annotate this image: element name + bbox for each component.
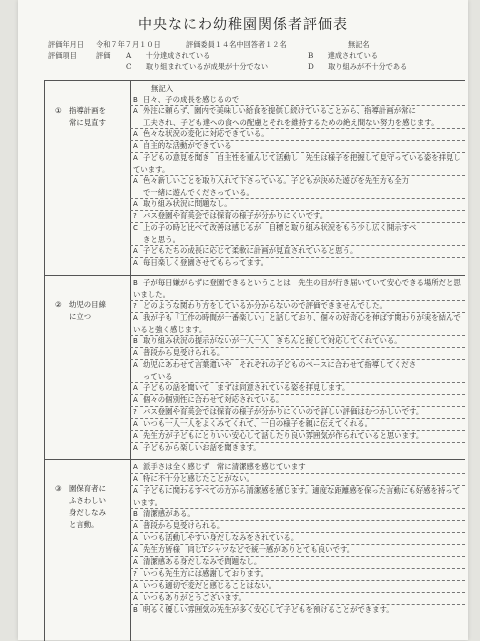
grade-mark: ? — [133, 570, 137, 578]
comment-text: いつも一人一人をよくみてくれて、一日の様子を親に伝えてくれる。 — [143, 419, 372, 428]
comment-row — [133, 556, 463, 568]
comment-row — [133, 604, 463, 616]
grade-mark: A — [133, 396, 138, 404]
comment-text: 毎日楽しく登園させてもらってます。 — [143, 258, 269, 267]
date-value: 令和７年７月１０日 — [96, 40, 161, 49]
grade-mark: A — [133, 107, 138, 115]
section-label-line: と言動。 — [69, 520, 99, 529]
comment-continuation: で一緒に遊んでくださっている。 — [143, 188, 254, 198]
section-label-line: に立つ — [69, 312, 92, 321]
comment-row — [133, 532, 463, 544]
comment-row — [133, 592, 463, 604]
comment-text: 自主的な活動ができている — [143, 141, 232, 150]
comment-row — [133, 312, 463, 336]
grade-mark: A — [133, 177, 138, 185]
section-number: ③ — [55, 484, 62, 493]
comment-continuation: きと思う。 — [143, 235, 180, 245]
grade-mark: A — [133, 594, 138, 602]
grade-mark: A — [133, 534, 138, 542]
grade-mark: A — [133, 247, 138, 255]
comment-row — [133, 485, 463, 509]
grade-mark: B — [133, 96, 138, 104]
comment-text: 清潔感がある。 — [143, 509, 195, 518]
comment-text: 子が毎日嫌がらずに登園できるということは 先生の目が行き届いていて安心できる場所だと思いました。 — [133, 278, 461, 300]
comment-text: 清潔感ある身だしなみで問題なし。 — [143, 557, 262, 566]
section-number: ② — [55, 300, 62, 309]
comment-row — [133, 198, 463, 210]
comment-row — [133, 430, 463, 442]
comment-row — [133, 175, 463, 199]
comment-row — [133, 418, 463, 430]
comment-row — [133, 152, 463, 176]
comment-text: 子どもから楽しいお話を聞きます。 — [143, 443, 261, 452]
comment-text: 取り組み状況に問題なし。 — [143, 199, 232, 208]
grade-b-legend: B 達成されている — [308, 51, 378, 60]
comment-text: いつもありがとうございます。 — [143, 593, 246, 602]
section-label-line: 園保育者に — [69, 484, 106, 493]
comment-row — [133, 335, 463, 347]
section-label-line: 身だしなみ — [69, 508, 106, 517]
comment-text: 色々新しいことを取り入れて下さっている。子どもが決めた遊びを先生方も全力 — [143, 176, 410, 185]
document-title: 中央なにわ幼稚園関係者評価表 — [138, 17, 348, 33]
grade-mark: A — [133, 432, 138, 440]
section-divider — [45, 459, 465, 460]
grade-mark: ? — [133, 408, 137, 416]
section-label-line: 幼児の目線 — [69, 300, 106, 309]
grade-mark: A — [133, 130, 138, 138]
evaluation-table — [44, 80, 465, 641]
grade-mark: C — [133, 224, 138, 232]
grade-mark: B — [133, 337, 138, 345]
grade-mark: ? — [133, 302, 137, 310]
comment-row — [133, 347, 463, 359]
grade-mark: A — [133, 444, 138, 452]
comment-row — [133, 105, 463, 129]
grade-mark: A — [133, 384, 138, 392]
section-label-line: 指導計画を — [69, 106, 106, 115]
section-label-line: 常に見直す — [69, 118, 106, 127]
comment-row — [133, 382, 463, 394]
section-number: ① — [55, 106, 62, 115]
comment-text: 子どもたちの成長に応じて柔軟に計画が見直されていると思う。 — [143, 246, 358, 255]
comment-row — [133, 580, 463, 592]
date-label: 評価年月日 — [48, 40, 84, 49]
comment-text: 子どもの話を聞いて まずは同意されている姿を拝見します。 — [143, 383, 350, 392]
comment-row — [133, 544, 463, 556]
comment-row — [133, 222, 463, 246]
comment-text: どのような関わり方をしているか分からないので評価できませんでした。 — [143, 301, 387, 310]
section-header-note: 無記入 — [151, 84, 174, 93]
grade-mark: A — [133, 361, 138, 369]
grade-mark: A — [133, 582, 138, 590]
comment-row — [133, 300, 463, 312]
comment-text: 先生方皆様 同じTシャツなどで統一感がありとても良いです。 — [143, 545, 355, 554]
comment-continuation: っている — [143, 372, 173, 382]
comment-row — [133, 473, 463, 485]
comment-text: 我が子も「工作の時間が一番楽しい」と話しており、個々の好奇心を伸ばす関わりが実を結んでいると強く感じます。 — [133, 313, 461, 335]
comment-text: バス登園や育英会では保育の様子が分かりにくいので詳しい評価はむつかしいです。 — [143, 407, 424, 416]
comment-row — [133, 277, 463, 301]
comment-row — [133, 520, 463, 532]
comment-continuation: 工夫され、子ども達への食への配慮とそれを維持するための絶え間ない努力を感じます。 — [143, 118, 439, 128]
comment-text: 先生方が子どもにとりいい安心して話したり良い雰囲気が作られていると思います。 — [143, 431, 424, 440]
grade-mark: A — [133, 142, 138, 150]
grade-d-legend: D 取り組みが不十分である — [308, 62, 408, 71]
grade-mark: A — [133, 259, 138, 267]
section-label-line: ふさわしい — [69, 496, 106, 505]
comment-text: 派手さは全く感じず 常に清潔感を感じています — [143, 462, 306, 471]
comment-row — [133, 140, 463, 152]
comment-text: 明るく優しい雰囲気の先生が多く安心して子どもを預けることができます。 — [143, 605, 394, 614]
grade-mark: A — [133, 200, 138, 208]
comment-text: 特に不十分と感じたことがない。 — [143, 474, 254, 483]
comment-text: いつも活動しやすい身だしなみをされている。 — [143, 533, 299, 542]
section-label — [55, 483, 125, 531]
section-divider — [45, 275, 465, 276]
comment-row — [133, 406, 463, 418]
comment-text: 普段から見受けられる。 — [143, 521, 225, 530]
grade-c-legend: C 取り組まれているが成果が十分でない — [126, 62, 269, 71]
comment-text: いつも先生方には感謝しております。 — [143, 569, 269, 578]
comment-text: 色々な状況の変化に対応できている。 — [143, 129, 269, 138]
grade-mark: A — [133, 487, 138, 495]
document-sheet — [18, 0, 468, 640]
comment-row — [133, 461, 463, 473]
section-label — [55, 105, 125, 129]
evaluator-count: 評価委員１４名中回答者１２名 — [186, 40, 287, 49]
comment-text: いつも適切で変だと感じることはない。 — [143, 581, 277, 590]
grade-mark: B — [133, 606, 138, 614]
section-label — [55, 299, 125, 323]
comment-row — [133, 568, 463, 580]
grade-mark: B — [133, 510, 138, 518]
comment-text: 普段から見受けられる。 — [143, 348, 225, 357]
comment-text: 子どもの意見を聞き 自主性を重んじて活動し 先生は様子を把握して見守っている姿を拝見しています。 — [133, 153, 461, 175]
comment-text: 上の子の時と比べて改善は感じるが 目標と取り組み状況をもう少し広く開示すべ — [143, 223, 417, 232]
comment-row — [133, 245, 463, 257]
comment-text: 外注に頼らず、園内で美味しい給食を提供し続けていることから、指導計画が常に — [143, 106, 416, 115]
grade-mark: ? — [133, 212, 137, 220]
comment-text: 取り組み状況の提示がないが一人一人 きちんと接して対応してくれている。 — [143, 336, 402, 345]
grade-mark: A — [133, 314, 138, 322]
comment-row — [133, 442, 463, 454]
column-divider — [130, 81, 131, 641]
grade-mark: A — [133, 475, 138, 483]
comment-text: 幼児にあわせて言葉遣いや それぞれの子どものペースに合わせて指導してくださ — [143, 360, 417, 369]
comment-text: 個々の個別性に合わせて対応されている。 — [143, 395, 284, 404]
grade-a-legend: A 十分達成されている — [126, 51, 211, 60]
comment-row — [133, 257, 463, 269]
items-label: 評価項目 — [48, 51, 77, 60]
comment-row — [133, 508, 463, 520]
grade-mark: A — [133, 420, 138, 428]
comment-text: 日々、子の成長を感じるので — [143, 95, 240, 104]
comment-row — [133, 128, 463, 140]
comment-row — [133, 394, 463, 406]
grade-mark: A — [133, 546, 138, 554]
comment-text: 子どもに関わるすべての方から清潔感を感じます。適度な距離感を保った言動にも好感を持っています。 — [133, 486, 461, 508]
grade-mark: A — [133, 522, 138, 530]
grade-mark: B — [133, 279, 138, 287]
grade-label: 評価 — [96, 51, 111, 60]
grade-mark: A — [133, 154, 138, 162]
grade-mark: A — [133, 349, 138, 357]
grade-mark: A — [133, 558, 138, 566]
comment-text: バス登園や育英会では保育の様子が分かりにくいです。 — [143, 211, 328, 220]
anonymous-note: 無記名 — [348, 40, 370, 49]
comment-row — [133, 359, 463, 383]
grade-mark: A — [133, 463, 138, 471]
comment-row — [133, 210, 463, 222]
